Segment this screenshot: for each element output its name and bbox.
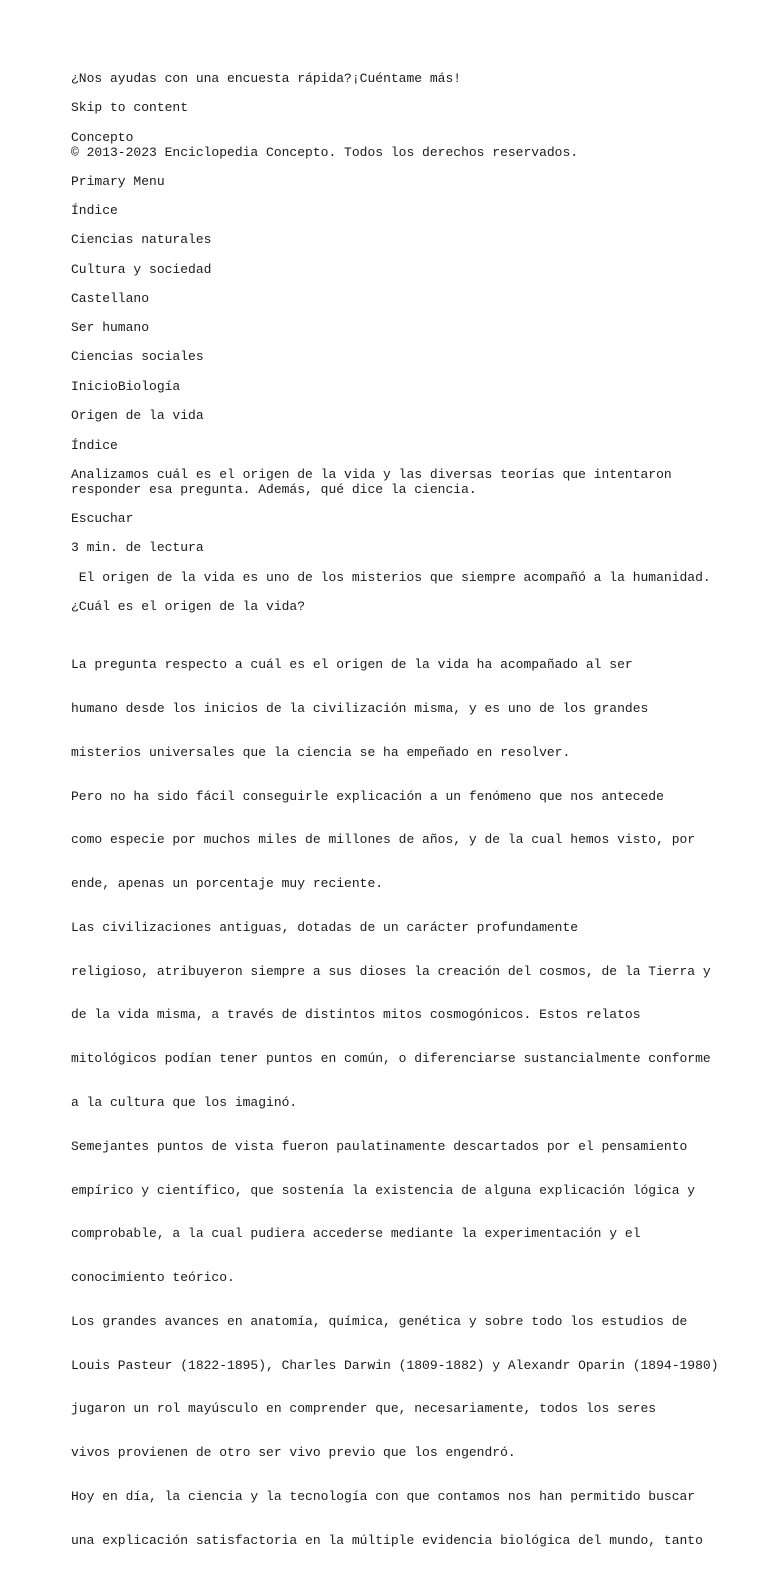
body-line: vivos provienen de otro ser vivo previo que los engendró. bbox=[71, 1445, 516, 1461]
body-line: Louis Pasteur (1822-1895), Charles Darwin (1809-1882) y Alexandr Oparin (1894-1980) bbox=[71, 1357, 719, 1373]
survey-question: ¿Nos ayudas con una encuesta rápida? bbox=[71, 71, 352, 86]
menu-item-ciencias-sociales-link[interactable]: Ciencias sociales bbox=[71, 349, 204, 364]
listen-button-row bbox=[71, 512, 133, 527]
body-line: empírico y científico, que sostenía la existencia de alguna explicación lógica y bbox=[71, 1182, 696, 1198]
breadcrumb-section[interactable]: Biología bbox=[117, 379, 181, 394]
menu-item-ser-humano-link[interactable]: Ser humano bbox=[71, 320, 150, 335]
article-index-toggle bbox=[71, 439, 118, 454]
primary-menu-title: Primary Menu bbox=[71, 174, 165, 189]
body-line: Las civilizaciones antiguas, dotadas de un carácter profundamente bbox=[71, 919, 579, 935]
body-line: Los grandes avances en anatomía, química, genética y sobre todo los estudios de bbox=[71, 1313, 688, 1329]
summary-line: Analizamos cuál es el origen de la vida y las diversas teorías que intentaron bbox=[71, 467, 672, 482]
reading-time: 3 min. de lectura bbox=[71, 540, 204, 555]
survey-link[interactable]: ¡Cuéntame más! bbox=[351, 71, 462, 86]
menu-item-ciencias-naturales-link[interactable]: Ciencias naturales bbox=[71, 232, 212, 247]
section-heading: ¿Cuál es el origen de la vida? bbox=[71, 599, 306, 614]
article-body bbox=[71, 629, 719, 1578]
body-line: Pero no ha sido fácil conseguirle explicación a un fenómeno que nos antecede bbox=[71, 788, 664, 804]
menu-item-cultura-y-sociedad-link[interactable]: Cultura y sociedad bbox=[71, 262, 212, 277]
breadcrumb-home[interactable]: Inicio bbox=[71, 379, 118, 394]
site-name bbox=[71, 131, 133, 146]
menu-item-indice-link[interactable]: Índice bbox=[71, 203, 118, 218]
body-line: una explicación satisfactoria en la múltiple evidencia biológica del mundo, tanto bbox=[71, 1532, 703, 1548]
site-name-link[interactable]: Concepto bbox=[71, 130, 134, 145]
body-line: comprobable, a la cual pudiera accederse mediante la experimentación y el bbox=[71, 1226, 641, 1242]
breadcrumb bbox=[71, 380, 180, 395]
body-line: misterios universales que la ciencia se ha empeñado en resolver. bbox=[71, 744, 571, 760]
body-line: religioso, atribuyeron siempre a sus dioses la creación del cosmos, de la Tierra y bbox=[71, 963, 711, 979]
listen-button[interactable]: Escuchar bbox=[71, 511, 134, 526]
menu-item-indice bbox=[71, 204, 118, 219]
body-line: Semejantes puntos de vista fueron paulatinamente descartados por el pensamiento bbox=[71, 1138, 688, 1154]
body-line: Hoy en día, la ciencia y la tecnología con que contamos nos han permitido buscar bbox=[71, 1489, 696, 1505]
skip-to-content-link-row bbox=[71, 101, 188, 116]
body-line: de la vida misma, a través de distintos mitos cosmogónicos. Estos relatos bbox=[71, 1007, 641, 1023]
body-line: humano desde los inicios de la civilización misma, y es uno de los grandes bbox=[71, 700, 649, 716]
body-line: La pregunta respecto a cuál es el origen de la vida ha acompañado al ser bbox=[71, 657, 633, 673]
body-line: jugaron un rol mayúsculo en comprender que, necesariamente, todos los seres bbox=[71, 1401, 657, 1417]
menu-item-castellano bbox=[71, 292, 149, 307]
menu-item-castellano-link[interactable]: Castellano bbox=[71, 291, 150, 306]
body-line: a la cultura que los imaginó. bbox=[71, 1095, 298, 1110]
article-index-link[interactable]: Índice bbox=[71, 438, 118, 453]
body-line: conocimiento teórico. bbox=[71, 1270, 235, 1286]
copyright: © 2013-2023 Enciclopedia Concepto. Todos los derechos reservados. bbox=[71, 145, 579, 160]
survey-banner bbox=[71, 72, 461, 87]
menu-item-cultura-y-sociedad bbox=[71, 263, 211, 278]
article-lead: El origen de la vida es uno de los misterios que siempre acompañó a la humanidad. bbox=[71, 570, 711, 585]
menu-item-ciencias-sociales bbox=[71, 350, 204, 365]
skip-to-content-link[interactable]: Skip to content bbox=[71, 100, 189, 115]
menu-item-ciencias-naturales bbox=[71, 233, 211, 248]
body-line: mitológicos podían tener puntos en común, o diferenciarse sustancialmente conforme bbox=[71, 1051, 711, 1067]
body-line: ende, apenas un porcentaje muy reciente. bbox=[71, 876, 384, 892]
summary-line: responder esa pregunta. Además, qué dice la ciencia. bbox=[71, 481, 477, 497]
menu-item-ser-humano bbox=[71, 321, 149, 336]
article-summary bbox=[71, 468, 672, 497]
article-title: Origen de la vida bbox=[71, 408, 204, 423]
body-line: como especie por muchos miles de millones de años, y de la cual hemos visto, por bbox=[71, 832, 696, 848]
